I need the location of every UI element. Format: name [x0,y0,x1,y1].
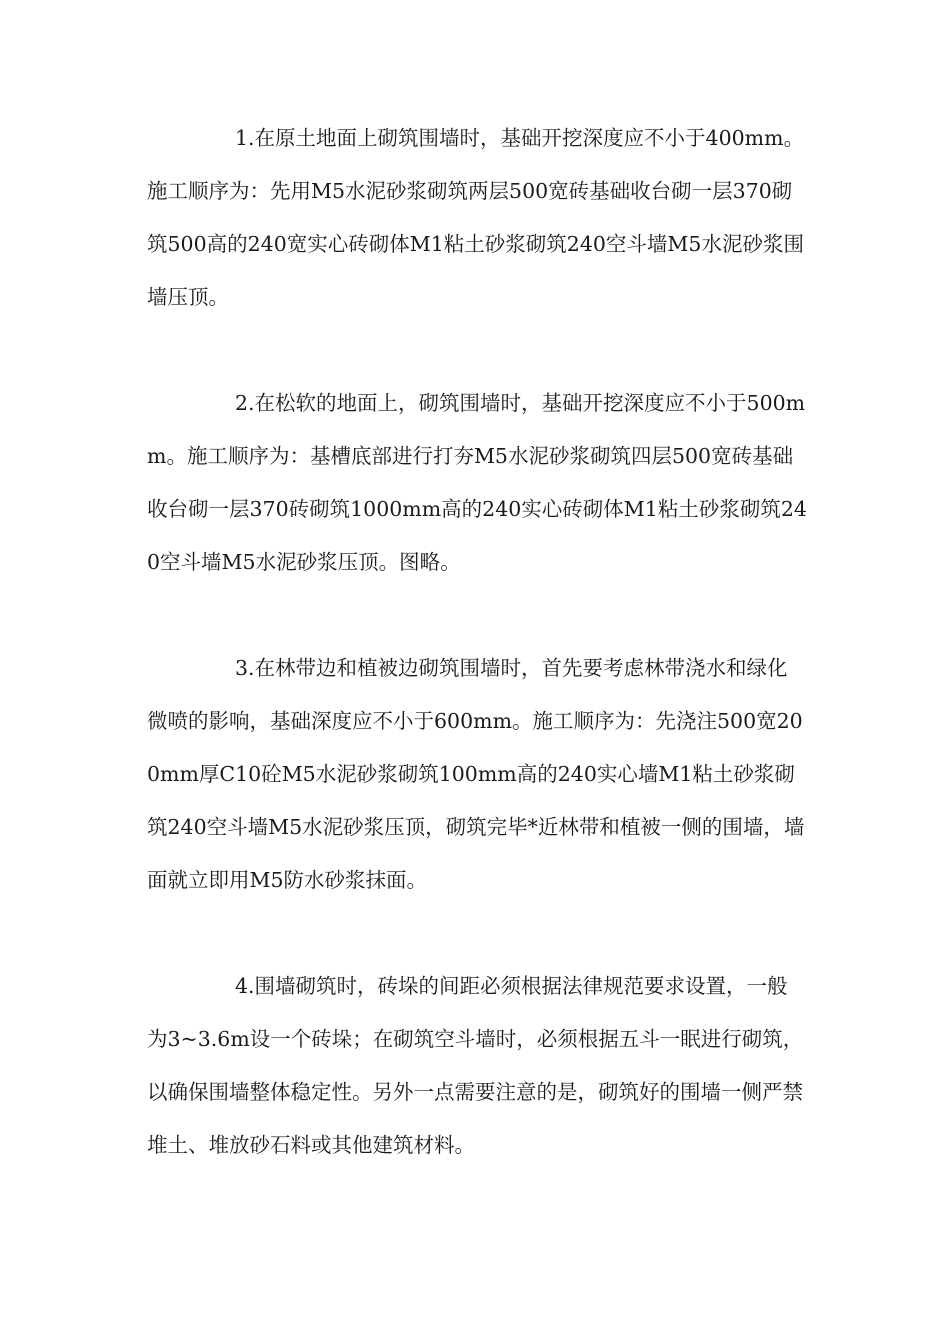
paragraph-4: 4.围墙砌筑时，砖垛的间距必须根据法律规范要求设置，一般为3~3.6m设一个砖垛；在砌筑空斗墙时，必须根据五斗一眠进行砌筑，以确保围墙整体稳定性。另外一点需要注意的是，砌筑好的围墙一侧严禁堆土、堆放砂石料或其他建筑材料。 [147,974,804,1157]
paragraph-3: 3.在林带边和植被边砌筑围墙时，首先要考虑林带浇水和绿化微喷的影响，基础深度应不小于600mm。施工顺序为：先浇注500宽200mm厚C10砼M5水泥砂浆砌筑100mm高的240实心墙M1粘土砂浆砌筑240空斗墙M5水泥砂浆压顶，砌筑完毕*近林带和植被一侧的围墙，墙面就立即用M5防水砂浆抹面。 [147,656,805,892]
paragraph-1: 1.在原土地面上砌筑围墙时，基础开挖深度应不小于400mm。施工顺序为：先用M5水泥砂浆砌筑两层500宽砖基础收台砌一层370砌筑500高的240宽实心砖砌体M1粘土砂浆砌筑240空斗墙M5水泥砂浆围墙压顶。 [147,126,805,309]
document-body [147,112,807,1225]
paragraph-2: 2.在松软的地面上，砌筑围墙时，基础开挖深度应不小于500mm。施工顺序为：基槽底部进行打夯M5水泥砂浆砌筑四层500宽砖基础收台砌一层370砖砌筑1000mm高的240实心砖砌体M1粘土砂浆砌筑240空斗墙M5水泥砂浆压顶。图略。 [147,391,807,574]
